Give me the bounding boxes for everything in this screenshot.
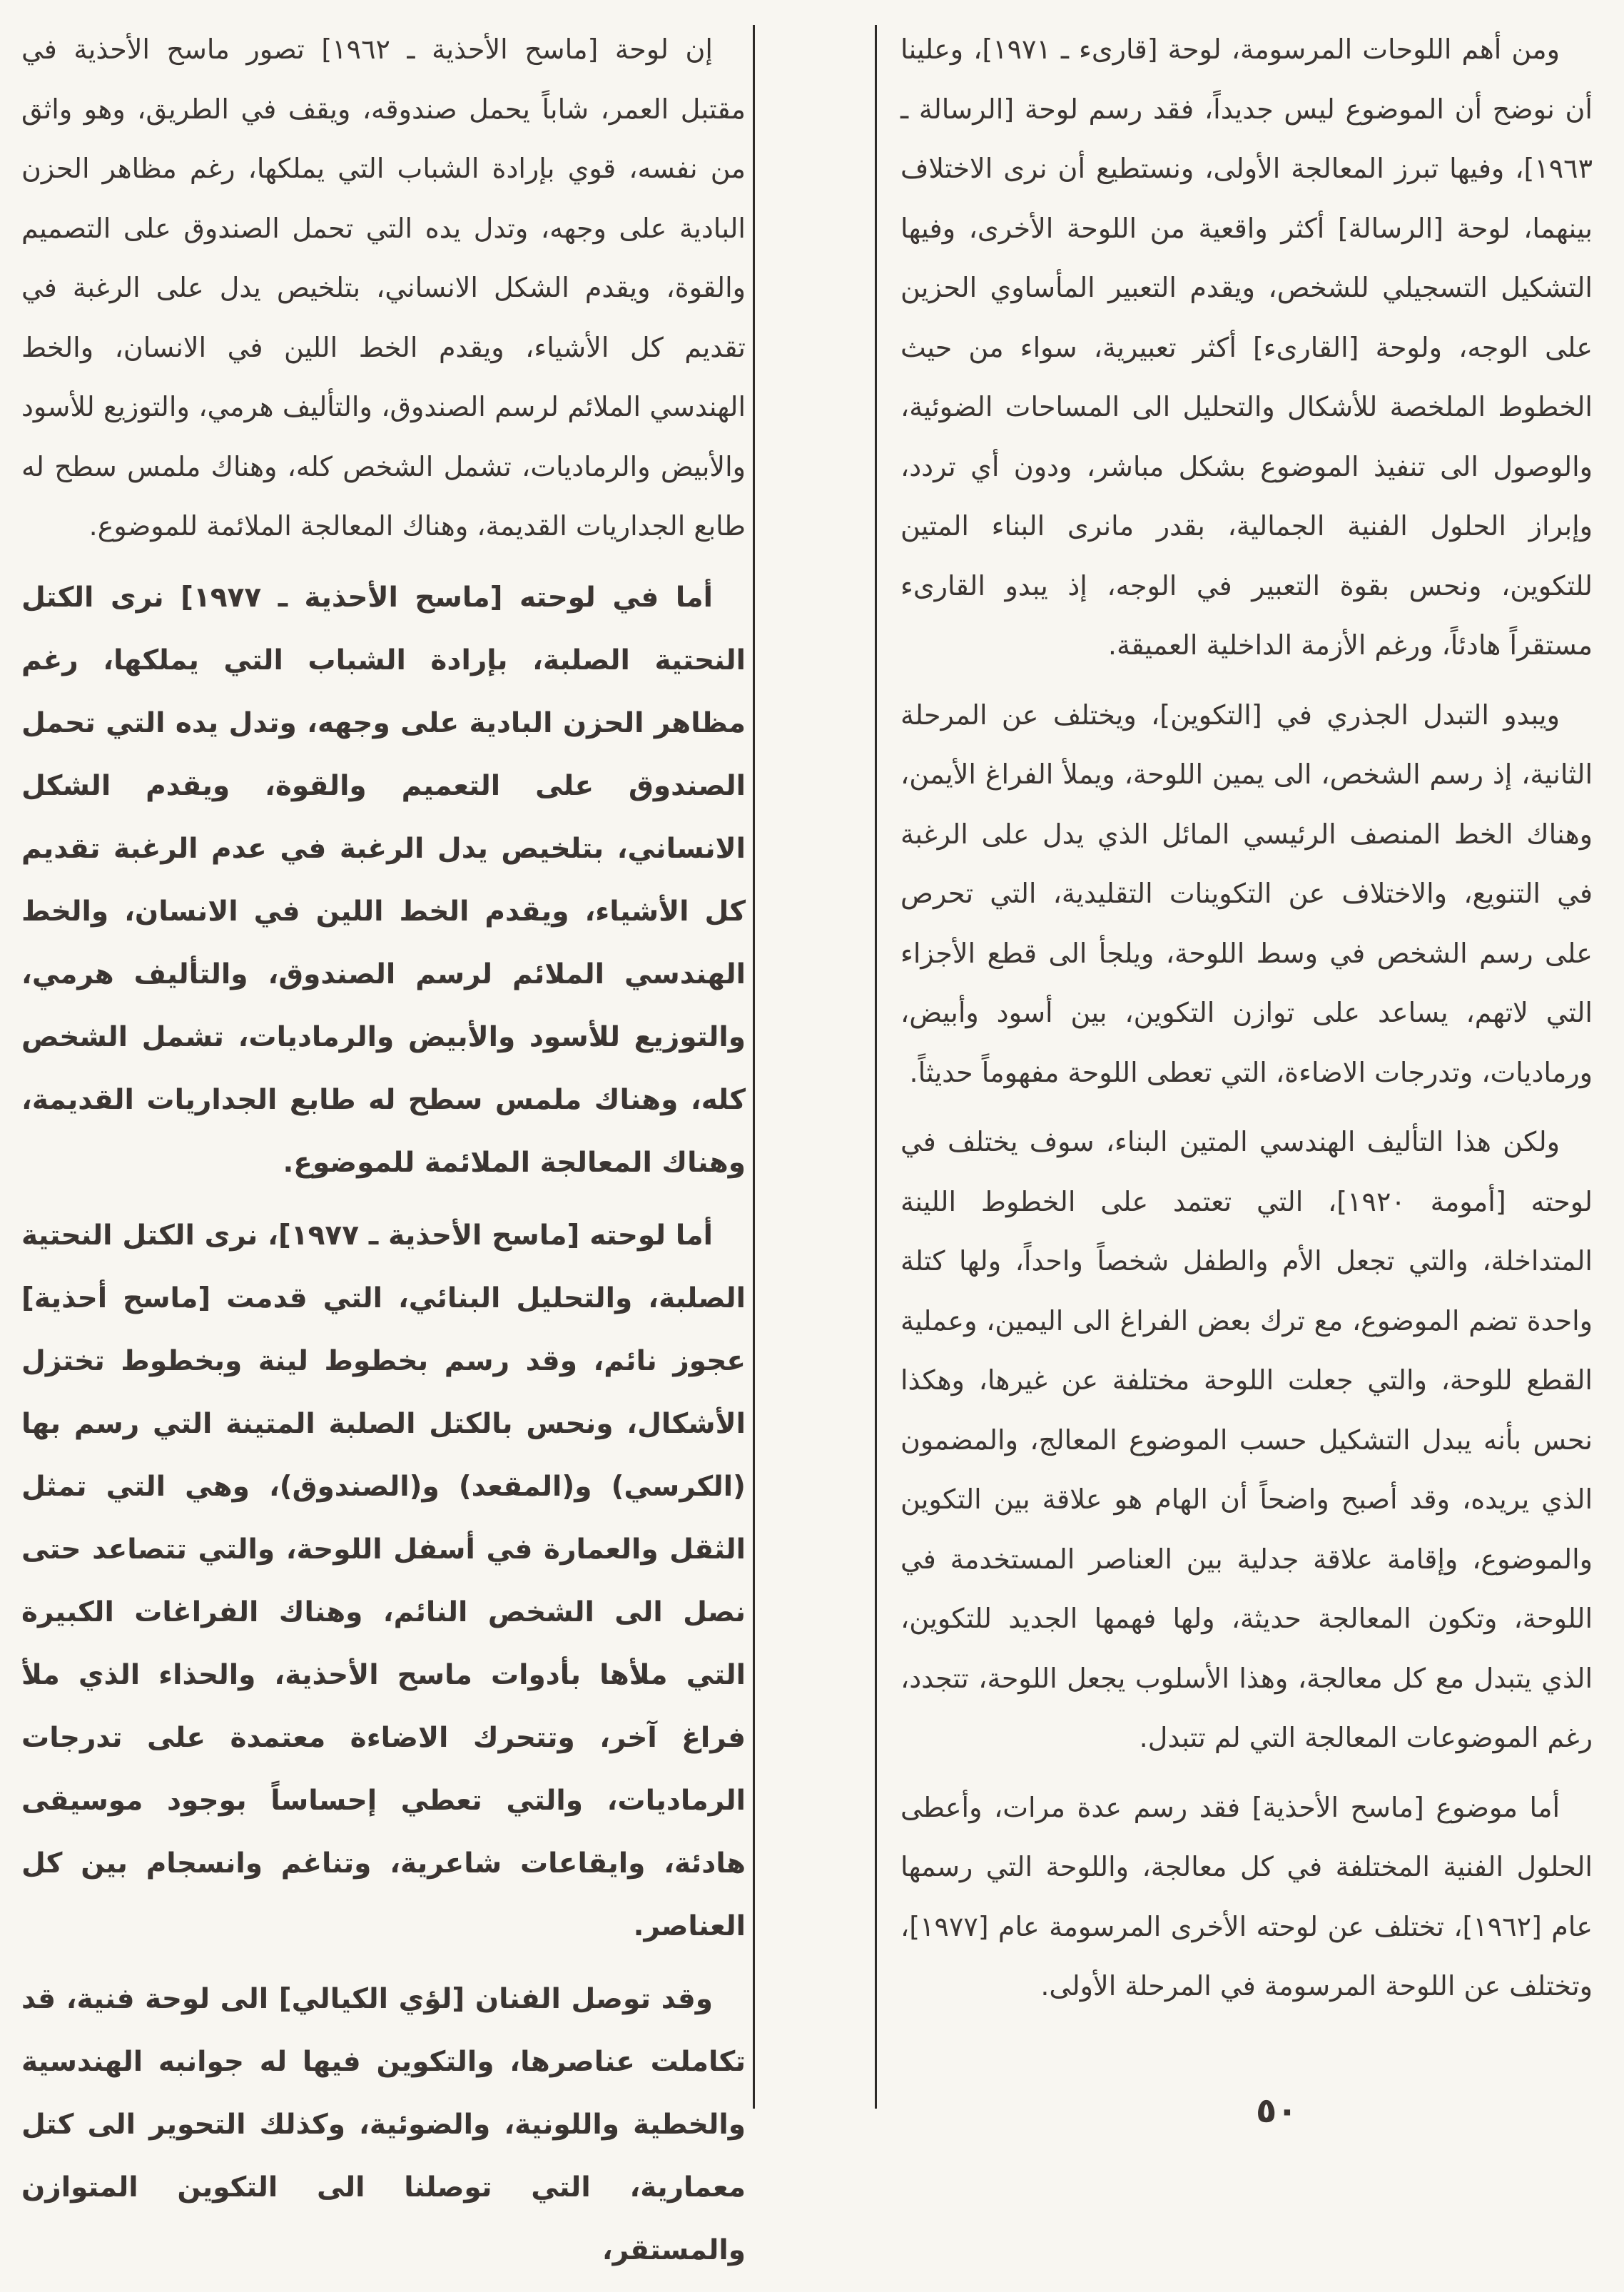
column-divider xyxy=(875,25,877,2109)
paragraph: ولكن هذا التأليف الهندسي المتين البناء، سوف يختلف في لوحته [أمومة ١٩٢٠]، التي تعتمد على الخطوط اللينة المتداخلة، والتي تجعل الأم والطفل شخصاً واحداً، ولها كتلة واحدة تضم الموضوع، مع ترك بعض الفراغ الى اليمين، وعملية القطع للوحة، والتي جعلت اللوحة مختلفة عن غيرها، وهكذا نحس بأنه يبدل التشكيل حسب الموضوع المعالج، والمضمون الذي يريده، وقد أصبح واضحاً أن الهام هو علاقة بين التكوين والموضوع، وإقامة علاقة جدلية بين العناصر المستخدمة في اللوحة، وتكون المعالجة حديثة، ولها فهمها الجديد للتكوين، الذي يتبدل مع كل معالجة، وهذا الأسلوب يجعل اللوحة، تتجدد، رغم الموضوعات المعالجة التي لم تتبدل. xyxy=(900,1126,1593,1753)
page-number: ٥٠ xyxy=(1256,2091,1298,2131)
right-column xyxy=(900,20,1593,2027)
paragraph: أما لوحته [ماسح الأحذية ـ ١٩٧٧]، نرى الكتل النحتية الصلبة، والتحليل البنائي، التي قدمت [ماسح أحذية] عجوز نائم، وقد رسم بخطوط لينة وبخطوط تختزل الأشكال، ونحس بالكتل الصلبة المتينة التي رسم بها (الكرسي) و(المقعد) و(الصندوق)، وهي التي تمثل الثقل والعمارة في أسفل اللوحة، والتي تتصاعد حتى نصل الى الشخص النائم، وهناك الفراغات الكبيرة التي ملأها بأدوات ماسح الأحذية، والحذاء الذي ملأ فراغ آخر، وتتحرك الاضاءة معتمدة على تدرجات الرماديات، والتي تعطي إحساساً بوجود موسيقى هادئة، وايقاعات شاعرية، وتناغم وانسجام بين كل العناصر. xyxy=(21,1219,746,1942)
column-divider xyxy=(753,25,755,2109)
paragraph: أما في لوحته [ماسح الأحذية ـ ١٩٧٧] نرى الكتل النحتية الصلبة، بإرادة الشباب التي يملكها، رغم مظاهر الحزن البادية على وجهه، وتدل يده التي تحمل الصندوق على التعميم والقوة، ويقدم الشكل الانساني، بتلخيص يدل الرغبة في عدم الرغبة تقديم كل الأشياء، ويقدم الخط اللين في الانسان، والخط الهندسي الملائم لرسم الصندوق، والتأليف هرمي، والتوزيع للأسود والأبيض والرماديات، تشمل الشخص كله، وهناك ملمس سطح له طابع الجداريات القديمة، وهناك المعالجة الملائمة للموضوع. xyxy=(21,581,746,1179)
paragraph: ومن أهم اللوحات المرسومة، لوحة [قارىء ـ ١٩٧١]، وعلينا أن نوضح أن الموضوع ليس جديداً، فقد رسم لوحة [الرسالة ـ ١٩٦٣]، وفيها تبرز المعالجة الأولى، ونستطيع أن نرى الاختلاف بينهما، لوحة [الرسالة] أكثر واقعية من اللوحة الأخرى، وفيها التشكيل التسجيلي للشخص، ويقدم التعبير المأساوي الحزين على الوجه، ولوحة [القارىء] أكثر تعبيرية، سواء من حيث الخطوط الملخصة للأشكال والتحليل الى المساحات الضوئية، والوصول الى تنفيذ الموضوع بشكل مباشر، ودون أي تردد، وإبراز الحلول الفنية الجمالية، بقدر مانرى البناء المتين للتكوين، ونحس بقوة التعبير في الوجه، إذ يبدو القارىء مستقراً هادئاً، ورغم الأزمة الداخلية العميقة. xyxy=(900,34,1593,661)
paragraph: ويبدو التبدل الجذري في [التكوين]، ويختلف عن المرحلة الثانية، إذ رسم الشخص، الى يمين اللوحة، ويملأ الفراغ الأيمن، وهناك الخط المنصف الرئيسي المائل الذي يدل على الرغبة في التنويع، والاختلاف عن التكوينات التقليدية، التي تحرص على رسم الشخص في وسط اللوحة، ويلجأ الى قطع الأجزاء التي لاتهم، يساعد على توازن التكوين، بين أسود وأبيض، ورماديات، وتدرجات الاضاءة، التي تعطى اللوحة مفهوماً حديثاً. xyxy=(900,699,1593,1088)
paragraph: أما موضوع [ماسح الأحذية] فقد رسم عدة مرات، وأعطى الحلول الفنية المختلفة في كل معالجة، واللوحة التي رسمها عام [١٩٦٢]، تختلف عن لوحته الأخرى المرسومة عام [١٩٧٧]، وتختلف عن اللوحة المرسومة في المرحلة الأولى. xyxy=(900,1791,1593,2002)
paragraph: إن لوحة [ماسح الأحذية ـ ١٩٦٢] تصور ماسح الأحذية في مقتبل العمر، شاباً يحمل صندوقه، ويقف في الطريق، وهو واثق من نفسه، قوي بإرادة الشباب التي يملكها، رغم مظاهر الحزن البادية على وجهه، وتدل يده التي تحمل الصندوق على التصميم والقوة، ويقدم الشكل الانساني، بتلخيص يدل على الرغبة في تقديم كل الأشياء، ويقدم الخط اللين في الانسان، والخط الهندسي الملائم لرسم الصندوق، والتأليف هرمي، والتوزيع للأسود والأبيض والرماديات، تشمل الشخص كله، وهناك ملمس سطح له طابع الجداريات القديمة، وهناك المعالجة الملائمة للموضوع. xyxy=(21,34,746,542)
paragraph: وقد توصل الفنان [لؤي الكيالي] الى لوحة فنية، قد تكاملت عناصرها، والتكوين فيها له جوانبه الهندسية والخطية واللونية، والضوئية، وكذلك التحوير الى كتل معمارية، التي توصلنا الى التكوين المتوازن والمستقر، xyxy=(21,1982,746,2266)
left-column xyxy=(21,20,746,2292)
